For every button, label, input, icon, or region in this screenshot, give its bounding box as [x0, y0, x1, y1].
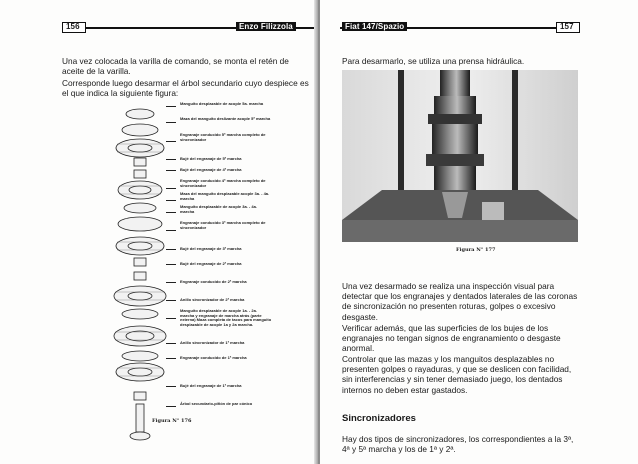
part-label: Manguito desplazable de acople 1a. - 2a. marcha y engranaje de marcha atrás (parte externa) Maza completa de tacos para manguito desplazable de acople 1a y 2a marcha.: [180, 308, 272, 327]
intro-text: Para desarmarlo, se utiliza una prensa hidráulica.: [342, 56, 525, 66]
paragraph-4: Hay dos tipos de sincronizadores, los correspondientes a la 3ª, 4ª y 5ª marcha y los de 1ª y 2ª.: [342, 434, 574, 455]
paragraph-2: Verificar además, que las superficies de los bujes de los engranajes no tengan signos de engranamiento o desgaste anormal.: [342, 323, 561, 354]
part-label: Anillo sincronizador de 1ª marcha: [180, 340, 245, 345]
figure-caption-177: Figura N° 177: [456, 247, 496, 253]
section-title: Sincronizadores: [342, 413, 416, 424]
part-label: Bujé del engranaje de 2ª marcha: [180, 261, 242, 266]
paragraph-1: Una vez colocada la varilla de comando, se monta el retén de aceite de la varilla.: [62, 56, 289, 77]
header-title: Fiat 147/Spazio: [342, 22, 407, 31]
page-number: 156: [66, 22, 80, 31]
press-photo: [342, 70, 578, 242]
shaft-exploded-drawing: [100, 100, 180, 450]
part-label: Manguito desplazable de acople 5a. marcha: [180, 101, 264, 106]
part-label: Engranaje conducido 3ª marcha completo de sincronizador: [180, 220, 266, 230]
author-name: Enzo Filizzola: [236, 22, 296, 31]
left-page: [0, 0, 318, 464]
part-label: Engranaje conducido de 2ª marcha: [180, 279, 247, 284]
part-label: Bujé del engranaje de 1ª marcha: [180, 383, 242, 388]
paragraph-1: Una vez desarmado se realiza una inspección visual para detectar que los engranajes y dentados laterales de las coronas de sincronización no presenten roturas, golpes o excesivo desgaste.: [342, 281, 578, 322]
page-number: 157: [560, 22, 574, 31]
part-label: Bujé del engranaje de 4ª marcha: [180, 167, 242, 172]
part-label: Engranaje conducido 4ª marcha completo de sincronizador: [180, 178, 266, 188]
part-label: Árbol secundario-piñón de par cónico: [180, 401, 253, 406]
figure-caption-176: Figura N° 176: [152, 418, 192, 424]
part-label: Anillo sincronizador de 2ª marcha: [180, 297, 245, 302]
part-label: Maza del manguito deslizante acople 5ª marcha: [180, 116, 271, 121]
part-label: Bujé del engranaje de 5ª marcha: [180, 156, 242, 161]
part-label: Bujé del engranaje de 3ª marcha: [180, 246, 242, 251]
right-page: [320, 0, 638, 464]
part-label: Engranaje conducido de 1ª marcha: [180, 355, 247, 360]
part-label: Manguito desplazable de acople 3a. - 4a. marcha: [180, 204, 257, 214]
paragraph-3: Controlar que las mazas y los manguitos desplazables no presenten golpes o rayaduras, y que se deslicen con facilidad, sin interferencias y sin tener demasiado juego, los dentados internos no deben estar gastados.: [342, 354, 572, 395]
part-label: Maza del manguito desplazable acople 3a. - 4a. marcha: [180, 191, 270, 201]
paragraph-2: Corresponde luego desarmar el árbol secundario cuyo despiece es el que indica la siguiente figura:: [62, 78, 309, 99]
part-label: Engranaje conducido 5ª marcha completo de sincronizador: [180, 132, 266, 142]
